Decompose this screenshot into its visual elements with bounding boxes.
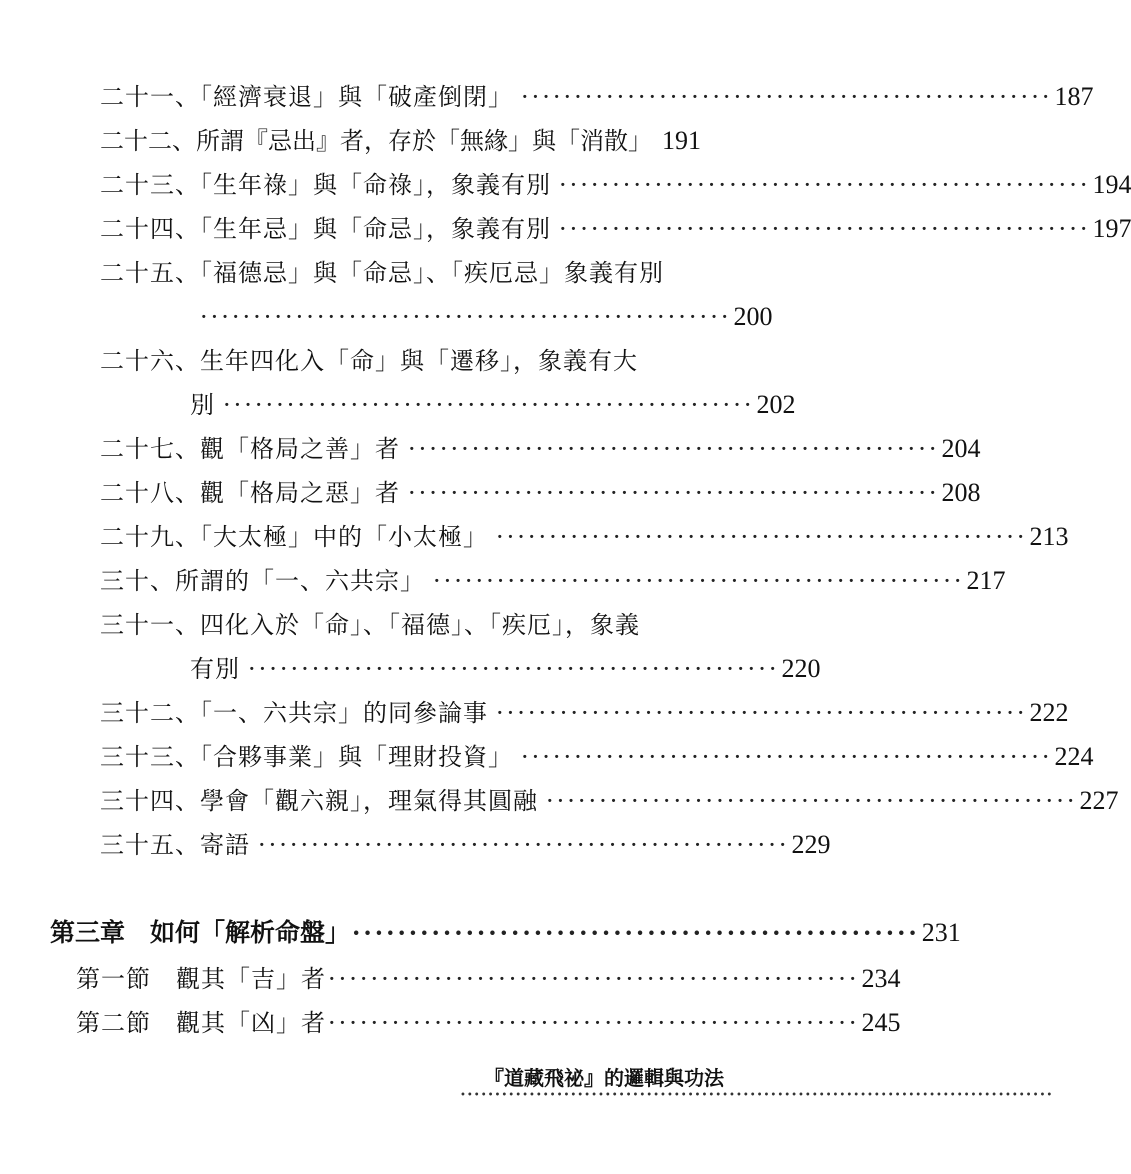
section-page: 245 [861, 1008, 901, 1037]
toc-entry-page: 204 [941, 434, 981, 463]
toc-entry-title: 三十、所謂的「一、六共宗」 [100, 567, 425, 595]
toc-entry-title: 三十一、四化入於「命」、「福德」、「疾厄」，象義 [100, 611, 640, 639]
dot-leader: ·················································· [328, 1009, 860, 1037]
dot-leader: ·················································· [200, 303, 732, 331]
footer-dot-rule: •••••••••••••••••••••••••••••••••••••••••••••••••••••••••••••••••••••••••••••••••••••• [460, 1090, 1054, 1101]
toc-entry-page: 191 [662, 126, 701, 155]
toc-entry-page: 217 [966, 566, 1006, 595]
toc-entry-25-continued [200, 300, 773, 334]
toc-entry-title: 二十一、「經濟衰退」與「破產倒閉」 [100, 83, 513, 111]
toc-entry-27 [100, 432, 981, 466]
dot-leader: ·················································· [496, 699, 1028, 727]
chapter-title: 第三章 如何「解析命盤」 [50, 918, 351, 947]
toc-entry-page: 220 [781, 654, 821, 683]
toc-entry-title: 二十七、觀「格局之善」者 [100, 435, 400, 463]
toc-entry-page: 222 [1029, 698, 1069, 727]
toc-entry-title: 二十八、觀「格局之惡」者 [100, 479, 400, 507]
toc-entry-page: 208 [941, 478, 981, 507]
dot-leader: ·················································· [223, 391, 755, 419]
toc-entry-30 [100, 564, 1006, 598]
dot-leader: ·················································· [408, 435, 940, 463]
toc-entry-title: 二十九、「大太極」中的「小太極」 [100, 523, 488, 551]
toc-entry-26-continued [190, 388, 796, 422]
toc-chapter-3 [50, 916, 961, 950]
toc-entry-24 [100, 212, 1131, 246]
toc-entry-title: 三十四、學會「觀六親」，理氣得其圓融 [100, 787, 538, 815]
chapter-page: 231 [921, 918, 961, 947]
dot-leader: ·················································· [521, 743, 1053, 771]
toc-entry-title: 二十四、「生年忌」與「命忌」，象義有別 [100, 215, 551, 243]
toc-entry-page: 213 [1029, 522, 1069, 551]
toc-entry-page: 187 [1054, 82, 1094, 111]
toc-entry-31-continued [190, 652, 821, 686]
dot-leader: ·················································· [559, 171, 1091, 199]
toc-entry-title: 三十二、「一、六共宗」的同參論事 [100, 699, 488, 727]
dot-leader: ·················································· [408, 479, 940, 507]
dot-leader: ·················································· [496, 523, 1028, 551]
toc-entry-title: 三十三、「合夥事業」與「理財投資」 [100, 743, 513, 771]
toc-entry-28 [100, 476, 981, 510]
toc-entry-title: 別 [190, 391, 215, 419]
toc-entry-29 [100, 520, 1069, 554]
toc-entry-title: 二十二、所謂『忌出』者，存於「無緣」與「消散」 [100, 127, 652, 155]
toc-entry-page: 224 [1054, 742, 1094, 771]
section-page: 234 [861, 964, 901, 993]
toc-entry-25 [100, 256, 664, 290]
toc-entry-page: 194 [1092, 170, 1131, 199]
toc-entry-page: 202 [756, 390, 796, 419]
toc-entry-page: 229 [791, 830, 831, 859]
toc-entry-title: 二十三、「生年祿」與「命祿」，象義有別 [100, 171, 551, 199]
toc-entry-35 [100, 828, 831, 862]
toc-entry-title: 二十六、生年四化入「命」與「遷移」，象義有大 [100, 347, 638, 375]
dot-leader: ·················································· [258, 831, 790, 859]
dot-leader: ·················································· [521, 83, 1053, 111]
toc-entry-page: 227 [1079, 786, 1119, 815]
toc-entry-title: 有別 [190, 655, 240, 683]
dot-leader: ·················································· [433, 567, 965, 595]
toc-entry-26 [100, 344, 648, 378]
toc-entry-page: 197 [1092, 214, 1131, 243]
toc-entry-title: 三十五、寄語 [100, 831, 250, 859]
running-footer-title: 『道藏飛祕』的邏輯與功法 [484, 1066, 724, 1090]
section-title: 第一節 觀其「吉」者 [76, 965, 326, 993]
toc-entry-31 [100, 608, 648, 642]
toc-entry-22 [100, 124, 701, 158]
dot-leader: ·················································· [559, 215, 1091, 243]
toc-section-1 [76, 962, 901, 996]
toc-entry-34 [100, 784, 1119, 818]
toc-entry-title: 二十五、「福德忌」與「命忌」、「疾厄忌」象義有別 [100, 259, 664, 287]
dot-leader: ·················································· [248, 655, 780, 683]
dot-leader: ·················································· [352, 918, 920, 947]
toc-section-2 [76, 1006, 901, 1040]
toc-entry-33 [100, 740, 1094, 774]
toc-entry-21 [100, 80, 1094, 114]
toc-entry-23 [100, 168, 1131, 202]
section-title: 第二節 觀其「凶」者 [76, 1009, 326, 1037]
toc-entry-page: 200 [733, 302, 773, 331]
dot-leader: ·················································· [328, 965, 860, 993]
dot-leader: ·················································· [546, 787, 1078, 815]
toc-entry-32 [100, 696, 1069, 730]
